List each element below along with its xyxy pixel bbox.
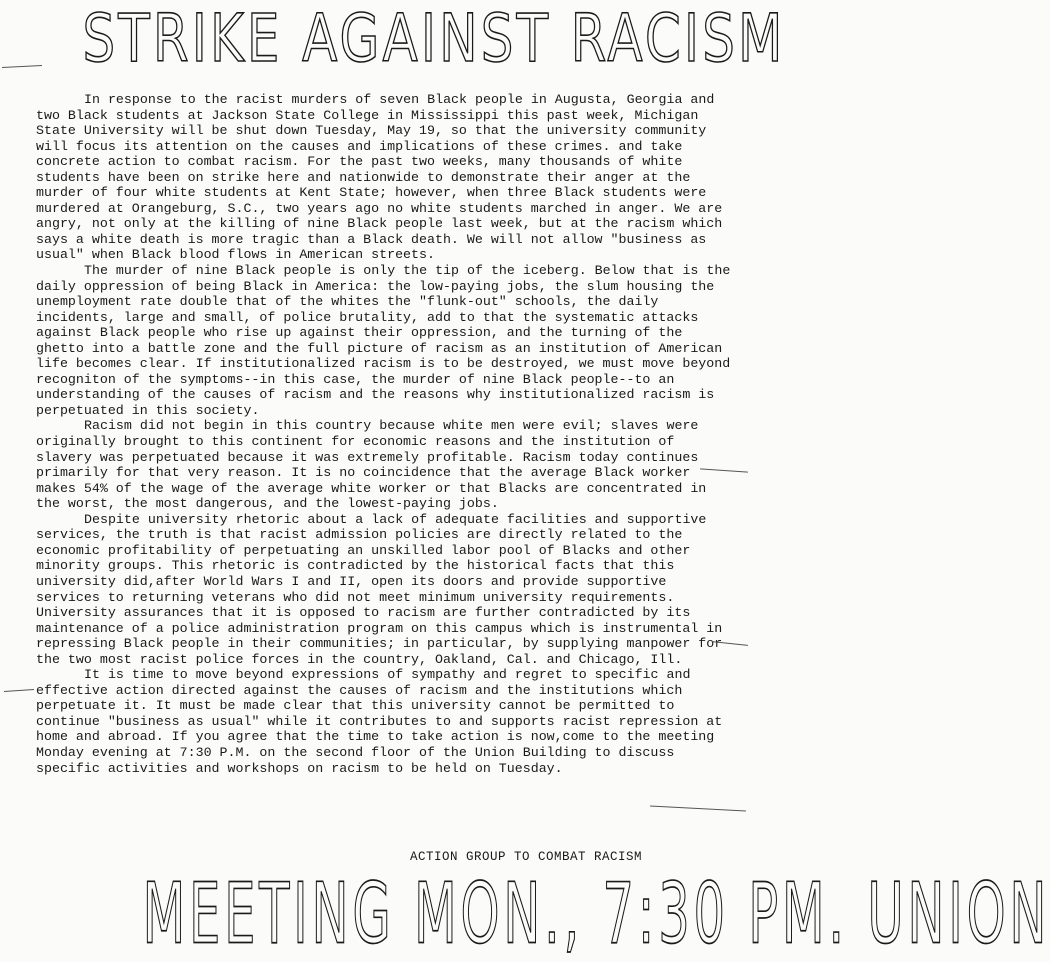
paragraph-3: Racism did not begin in this country because white men were evil; slaves were originally brought to this continent for economic reasons and the institution of slavery was perpetuated because it was extremely profitable. Racism today continues primarily for that very reason. It is no coincidence that the average Black worker makes 54% of the wage of the average white worker or that Blacks are concentrated in the worst, the most dangerous, and the lowest-paying jobs. bbox=[36, 418, 707, 512]
flyer-body bbox=[36, 92, 736, 776]
headline-strike-against-racism: STRIKE AGAINST RACISM bbox=[82, 0, 786, 77]
pen-mark bbox=[4, 689, 34, 692]
pen-mark bbox=[2, 65, 42, 68]
paragraph-4: Despite university rhetoric about a lack of adequate facilities and supportive services, the truth is that racist admission policies are directly related to the economic profitability of perpetuating an unskilled labor pool of Blacks and other minority groups. This rhetoric is contradicted by the historical facts that this university did,after World Wars I and II, open its doors and provide supportive services to returning veterans who did not meet minimum university requirements. University assurances that it is opposed to racism are further contradicted by its maintenance of a police administration program on this campus which is instrumental in repressing Black people in their communities; in particular, by supplying manpower for the two most racist police forces in the country, Oakland, Cal. and Chicago, Ill. bbox=[36, 511, 723, 667]
paragraph-1: In response to the racist murders of seven Black people in Augusta, Georgia and two Black students at Jackson State College in Mississippi this past week, Michigan State University will be shut down Tuesday, May 19, so that the university community will focus its attention on the causes and implications of these crimes. and take concrete action to combat racism. For the past two weeks, many thousands of white students have been on strike here and nationwide to demonstrate their anger at the murder of four white students at Kent State; however, when three Black students were murdered at Orangeburg, S.C., two years ago no white students marched in anger. We are angry, not only at the killing of nine Black people last week, but at the racism which says a white death is more tragic than a Black death. We will not allow "business as usual" when Black blood flows in American streets. bbox=[36, 92, 723, 263]
headline-meeting-info: MEETING MON., 7:30 PM. UNION bbox=[142, 864, 1050, 962]
signature-action-group: ACTION GROUP TO COMBAT RACISM bbox=[410, 850, 643, 864]
paragraph-2: The murder of nine Black people is only the tip of the iceberg. Below that is the daily oppression of being Black in America: the low-paying jobs, the slum housing the unemployment rate double that of the whites the "flunk-out" schools, the daily incidents, large and small, of police brutality, add to that the systematic attacks against Black people who rise up against their oppression, and the turning of the ghetto into a battle zone and the full picture of racism as an institution of American life becomes clear. If institutionalized racism is to be destroyed, we must move beyond recogniton of the symptoms--in this case, the murder of nine Black people--to an understanding of the causes of racism and the reasons why institutionalized racism is perpetuated in this society. bbox=[36, 263, 731, 418]
pen-mark bbox=[650, 805, 746, 811]
paragraph-5: It is time to move beyond expressions of sympathy and regret to specific and effective action directed against the causes of racism and the institutions which perpetuate it. It must be made clear that this university cannot be permitted to continue "business as usual" while it contributes to and supports racist repression at home and abroad. If you agree that the time to take action is now,come to the meeting Monday evening at 7:30 P.M. on the second floor of the Union Building to discuss specific activities and workshops on racism to be held on Tuesday. bbox=[36, 667, 723, 776]
